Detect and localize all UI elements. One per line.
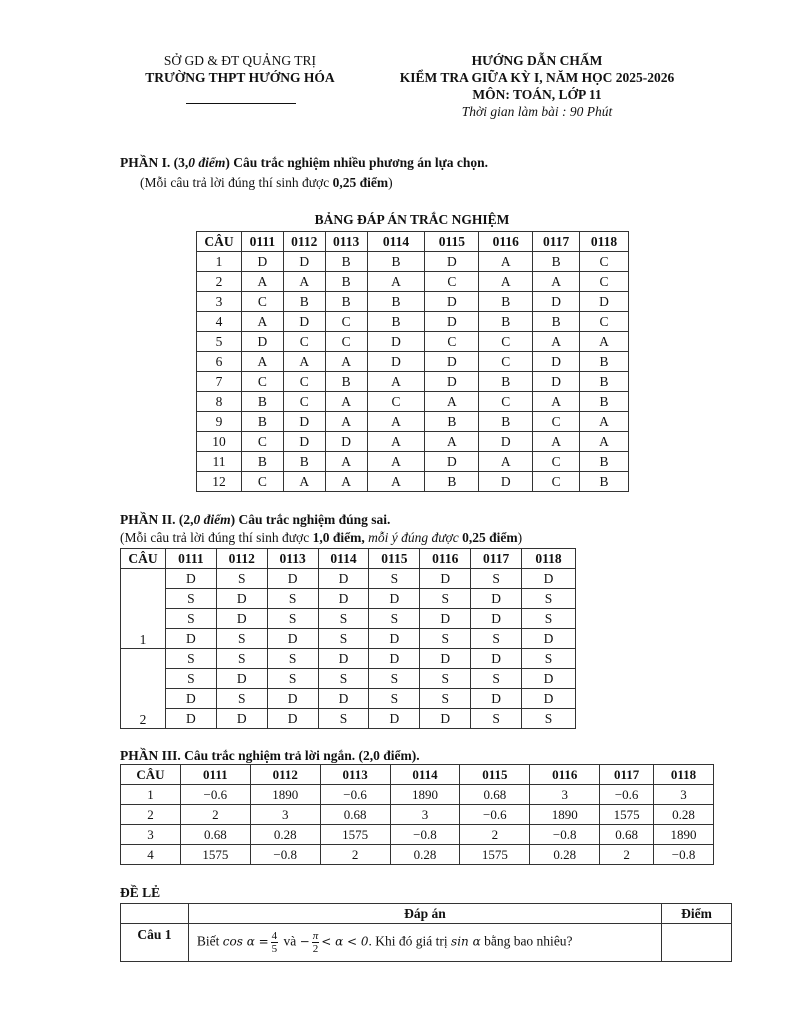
answer-cell: −0.6	[460, 805, 530, 825]
answer-cell: D	[367, 352, 425, 372]
answer-cell: S	[267, 649, 318, 669]
answer-cell: 1890	[390, 785, 460, 805]
answer-cell: D	[479, 432, 533, 452]
answer-cell: D	[522, 569, 576, 589]
table-row	[121, 669, 576, 689]
question-number: 6	[197, 352, 242, 372]
answer-cell: A	[367, 472, 425, 492]
answer-cell: 0.28	[530, 845, 600, 865]
answer-cell: D	[369, 709, 420, 729]
part2-col-header: CÂU	[121, 549, 166, 569]
answer-cell: A	[367, 432, 425, 452]
table-row	[197, 332, 629, 352]
answer-cell: D	[241, 252, 283, 272]
answer-cell: S	[216, 629, 267, 649]
part2-col-header: 0113	[267, 549, 318, 569]
question-number: 5	[197, 332, 242, 352]
answer-cell: 1575	[460, 845, 530, 865]
fraction-4-5: $\frac{4}{5}$	[271, 930, 278, 955]
part3-col-header: 0113	[320, 765, 390, 785]
table-row	[121, 709, 576, 729]
answer-cell: B	[367, 292, 425, 312]
part1-col-header: 0115	[425, 232, 479, 252]
question-number: 2	[121, 649, 166, 729]
answer-cell: S	[318, 709, 369, 729]
part2-note: (Mỗi câu trả lời đúng thí sinh được 1,0 điểm, mỗi ý đúng được 0,25 điểm)	[120, 530, 523, 545]
answer-cell: B	[533, 252, 580, 272]
part3-col-header: 0114	[390, 765, 460, 785]
table-row	[121, 689, 576, 709]
table-row	[197, 272, 629, 292]
question-number: 12	[197, 472, 242, 492]
answer-cell: D	[425, 252, 479, 272]
answer-cell: B	[325, 372, 367, 392]
answer-cell: D	[420, 609, 471, 629]
answer-cell: D	[241, 332, 283, 352]
question-number: 1	[121, 785, 181, 805]
table-row	[121, 609, 576, 629]
answer-cell: S	[420, 689, 471, 709]
answer-cell: C	[580, 312, 629, 332]
part1-col-header: CÂU	[197, 232, 242, 252]
answer-cell: A	[325, 352, 367, 372]
answer-cell: C	[283, 392, 325, 412]
answer-cell: D	[165, 569, 216, 589]
table-row	[121, 649, 576, 669]
table-row	[197, 312, 629, 332]
table-row	[197, 352, 629, 372]
answer-cell: S	[318, 609, 369, 629]
question-number: 11	[197, 452, 242, 472]
answer-cell: D	[216, 589, 267, 609]
department-name: SỞ GD & ĐT QUẢNG TRỊ	[163, 53, 317, 68]
answer-cell: −0.8	[654, 845, 714, 865]
answer-cell: D	[165, 709, 216, 729]
answer-cell: S	[165, 649, 216, 669]
part2-heading: PHẦN II. (2,0 điểm) Câu trắc nghiệm đúng sai.	[120, 512, 391, 527]
school-name: TRƯỜNG THPT HƯỚNG HÓA	[145, 70, 335, 85]
answer-cell: S	[267, 669, 318, 689]
answer-cell: D	[267, 709, 318, 729]
answer-cell: C	[367, 392, 425, 412]
table-row	[197, 392, 629, 412]
answer-cell: S	[165, 669, 216, 689]
question-number: 10	[197, 432, 242, 452]
answer-cell: A	[283, 352, 325, 372]
answer-cell: A	[479, 272, 533, 292]
answer-cell: 1890	[530, 805, 600, 825]
answer-cell: D	[267, 569, 318, 589]
question-1-score	[662, 924, 732, 962]
answer-cell: D	[318, 649, 369, 669]
exam-header	[372, 52, 702, 120]
answer-cell: S	[522, 609, 576, 629]
answer-cell: 3	[654, 785, 714, 805]
subject-title: MÔN: TOÁN, LỚP 11	[472, 87, 602, 102]
answer-cell: B	[241, 452, 283, 472]
answer-cell: B	[580, 392, 629, 412]
answer-cell: D	[165, 689, 216, 709]
answer-cell: −0.6	[600, 785, 654, 805]
part3-col-header: 0117	[600, 765, 654, 785]
part1-col-header: 0117	[533, 232, 580, 252]
part3-col-header: 0118	[654, 765, 714, 785]
answer-cell: D	[425, 452, 479, 472]
answer-cell: A	[533, 332, 580, 352]
part3-col-header: CÂU	[121, 765, 181, 785]
answer-cell: A	[325, 452, 367, 472]
answer-cell: D	[318, 689, 369, 709]
question-number: 8	[197, 392, 242, 412]
answer-cell: D	[216, 609, 267, 629]
answer-cell: C	[533, 412, 580, 432]
answer-cell: D	[533, 292, 580, 312]
answer-cell: C	[241, 432, 283, 452]
answer-cell: A	[580, 412, 629, 432]
answer-cell: D	[165, 629, 216, 649]
table-row	[197, 252, 629, 272]
part1-heading: PHẦN I. (3,0 điểm) Câu trắc nghiệm nhiều phương án lựa chọn.	[120, 155, 488, 170]
table-row	[197, 472, 629, 492]
table-row	[121, 805, 714, 825]
answer-cell: C	[580, 272, 629, 292]
answer-cell: A	[425, 432, 479, 452]
answer-cell: C	[533, 472, 580, 492]
part2-col-header: 0112	[216, 549, 267, 569]
answer-cell: 0.28	[250, 825, 320, 845]
answer-cell: B	[283, 292, 325, 312]
answer-cell: B	[425, 412, 479, 432]
answer-cell: C	[241, 472, 283, 492]
answer-cell: −0.8	[530, 825, 600, 845]
answer-cell: S	[216, 649, 267, 669]
answer-cell: B	[325, 292, 367, 312]
answer-cell: 0.28	[654, 805, 714, 825]
answer-cell: D	[283, 432, 325, 452]
answer-cell: A	[580, 432, 629, 452]
answer-cell: −0.8	[390, 825, 460, 845]
answer-cell: −0.6	[320, 785, 390, 805]
header-divider	[186, 103, 296, 104]
answer-cell: 2	[180, 805, 250, 825]
answer-cell: A	[367, 412, 425, 432]
answer-cell: D	[471, 649, 522, 669]
answer-cell: A	[479, 252, 533, 272]
question-1-label: Câu 1	[121, 924, 189, 962]
answer-cell: S	[369, 569, 420, 589]
doc-title: HƯỚNG DẪN CHẤM	[471, 53, 603, 68]
part2-answer-table	[120, 548, 576, 729]
answer-cell: D	[369, 589, 420, 609]
answer-cell: 0.68	[180, 825, 250, 845]
answer-cell: S	[318, 669, 369, 689]
answer-cell: D	[580, 292, 629, 312]
answer-cell: C	[425, 332, 479, 352]
part2-col-header: 0111	[165, 549, 216, 569]
answer-cell: 3	[530, 785, 600, 805]
answer-cell: D	[325, 432, 367, 452]
table-row	[121, 845, 714, 865]
answer-cell: S	[522, 709, 576, 729]
answer-cell: A	[533, 432, 580, 452]
part2-col-header: 0118	[522, 549, 576, 569]
answer-cell: 2	[320, 845, 390, 865]
answer-cell: B	[367, 312, 425, 332]
answer-cell: S	[420, 629, 471, 649]
part3-col-header: 0116	[530, 765, 600, 785]
part1-answer-table	[196, 231, 629, 492]
table-row	[197, 292, 629, 312]
question-number: 4	[121, 845, 181, 865]
answer-cell: 1575	[180, 845, 250, 865]
part1-col-header: 0116	[479, 232, 533, 252]
answer-cell: D	[522, 689, 576, 709]
answer-cell: −0.6	[180, 785, 250, 805]
answer-cell: B	[241, 412, 283, 432]
question-number: 1	[197, 252, 242, 272]
answer-cell: D	[533, 372, 580, 392]
answer-cell: S	[267, 609, 318, 629]
answer-cell: D	[479, 472, 533, 492]
answer-cell: D	[420, 709, 471, 729]
answer-cell: A	[241, 272, 283, 292]
answer-cell: A	[367, 372, 425, 392]
part2-col-header: 0115	[369, 549, 420, 569]
answer-cell: C	[241, 292, 283, 312]
answer-cell: C	[325, 332, 367, 352]
answer-cell: D	[216, 669, 267, 689]
answer-cell: A	[425, 392, 479, 412]
answer-cell: D	[283, 252, 325, 272]
answer-cell: B	[533, 312, 580, 332]
answer-cell: B	[580, 452, 629, 472]
answer-cell: S	[522, 589, 576, 609]
answer-cell: B	[425, 472, 479, 492]
table-row	[121, 589, 576, 609]
answer-cell: D	[369, 649, 420, 669]
answer-cell: D	[522, 629, 576, 649]
answer-cell: C	[325, 312, 367, 332]
answer-cell: B	[479, 372, 533, 392]
answer-cell: 1890	[654, 825, 714, 845]
school-header	[120, 52, 360, 86]
odd-version-title: ĐỀ LẺ	[120, 885, 161, 900]
part1-col-header: 0114	[367, 232, 425, 252]
question-number: 3	[121, 825, 181, 845]
answer-cell: A	[580, 332, 629, 352]
part3-col-header: 0111	[180, 765, 250, 785]
answer-cell: B	[479, 292, 533, 312]
answer-cell: S	[471, 709, 522, 729]
col-answer-header: Đáp án	[188, 904, 661, 924]
answer-cell: A	[367, 452, 425, 472]
answer-cell: A	[241, 352, 283, 372]
table-row	[121, 785, 714, 805]
question-number: 2	[197, 272, 242, 292]
answer-cell: D	[283, 312, 325, 332]
exam-duration: Thời gian làm bài : 90 Phút	[461, 104, 613, 119]
answer-cell: D	[533, 352, 580, 372]
answer-cell: C	[479, 392, 533, 412]
col-score-header: Điểm	[662, 904, 732, 924]
answer-cell: D	[267, 629, 318, 649]
answer-cell: 0.68	[460, 785, 530, 805]
answer-cell: A	[325, 472, 367, 492]
answer-cell: 2	[600, 845, 654, 865]
table-row	[121, 569, 576, 589]
part1-col-header: 0118	[580, 232, 629, 252]
answer-cell: B	[325, 252, 367, 272]
part2-col-header: 0116	[420, 549, 471, 569]
answer-cell: S	[165, 589, 216, 609]
answer-cell: A	[241, 312, 283, 332]
answer-cell: D	[420, 569, 471, 589]
answer-cell: C	[479, 332, 533, 352]
answer-cell: D	[425, 292, 479, 312]
table-row	[197, 452, 629, 472]
table-row	[197, 372, 629, 392]
part2-col-header: 0114	[318, 549, 369, 569]
answer-cell: D	[216, 709, 267, 729]
answer-cell: D	[318, 569, 369, 589]
answer-cell: C	[241, 372, 283, 392]
answer-cell: D	[471, 589, 522, 609]
answer-cell: 2	[460, 825, 530, 845]
answer-cell: A	[283, 272, 325, 292]
answer-cell: D	[471, 689, 522, 709]
answer-cell: 1575	[600, 805, 654, 825]
part3-answer-table	[120, 764, 714, 865]
answer-cell: 1575	[320, 825, 390, 845]
answer-cell: B	[580, 472, 629, 492]
answer-cell: 1890	[250, 785, 320, 805]
answer-cell: A	[367, 272, 425, 292]
answer-cell: S	[267, 589, 318, 609]
part2-col-header: 0117	[471, 549, 522, 569]
answer-cell: S	[216, 689, 267, 709]
part3-heading: PHẦN III. Câu trắc nghiệm trả lời ngắn. (2,0 điểm).	[120, 748, 420, 763]
part1-table-title: BẢNG ĐÁP ÁN TRẮC NGHIỆM	[314, 212, 510, 227]
answer-cell: D	[471, 609, 522, 629]
solution-table	[120, 903, 732, 962]
answer-cell: D	[369, 629, 420, 649]
answer-cell: D	[283, 412, 325, 432]
answer-cell: 0.68	[600, 825, 654, 845]
answer-cell: S	[216, 569, 267, 589]
question-number: 1	[121, 569, 166, 649]
answer-cell: A	[533, 272, 580, 292]
answer-cell: D	[425, 372, 479, 392]
question-number: 7	[197, 372, 242, 392]
answer-cell: B	[580, 372, 629, 392]
part1-col-header: 0111	[241, 232, 283, 252]
question-number: 4	[197, 312, 242, 332]
answer-cell: C	[425, 272, 479, 292]
part1-note: (Mỗi câu trả lời đúng thí sinh được 0,25 điểm)	[140, 175, 393, 190]
answer-cell: S	[318, 629, 369, 649]
table-row	[121, 825, 714, 845]
part1-col-header: 0112	[283, 232, 325, 252]
answer-cell: B	[580, 352, 629, 372]
answer-cell: D	[425, 352, 479, 372]
answer-cell: S	[165, 609, 216, 629]
answer-cell: B	[325, 272, 367, 292]
answer-cell: 0.68	[320, 805, 390, 825]
answer-cell: −0.8	[250, 845, 320, 865]
answer-cell: S	[369, 609, 420, 629]
answer-cell: 3	[390, 805, 460, 825]
table-row	[121, 629, 576, 649]
answer-cell: S	[369, 669, 420, 689]
part3-col-header: 0115	[460, 765, 530, 785]
answer-cell: A	[283, 472, 325, 492]
question-number: 9	[197, 412, 242, 432]
answer-cell: 3	[250, 805, 320, 825]
answer-cell: A	[325, 392, 367, 412]
answer-cell: D	[318, 589, 369, 609]
col-blank	[121, 904, 189, 924]
question-1-text: Biết cos α = $\frac{4}{5}$ và − $\frac{\pi}{2}$ < α < 0. Khi đó giá trị sin α bằng bao nhiêu?	[188, 924, 661, 962]
answer-cell: D	[522, 669, 576, 689]
exam-title: KIỂM TRA GIỮA KỲ I, NĂM HỌC 2025-2026	[399, 70, 675, 85]
answer-cell: B	[367, 252, 425, 272]
fraction-pi-2: $\frac{\pi}{2}$	[312, 930, 319, 955]
answer-cell: D	[367, 332, 425, 352]
answer-cell: B	[479, 412, 533, 432]
table-row	[197, 412, 629, 432]
answer-cell: D	[420, 649, 471, 669]
answer-cell: D	[267, 689, 318, 709]
answer-cell: S	[471, 629, 522, 649]
answer-cell: C	[283, 332, 325, 352]
answer-cell: C	[533, 452, 580, 472]
answer-cell: B	[241, 392, 283, 412]
answer-cell: C	[283, 372, 325, 392]
answer-cell: C	[479, 352, 533, 372]
table-row	[197, 432, 629, 452]
answer-cell: A	[479, 452, 533, 472]
question-number: 3	[197, 292, 242, 312]
answer-cell: S	[471, 569, 522, 589]
part3-col-header: 0112	[250, 765, 320, 785]
answer-cell: D	[425, 312, 479, 332]
answer-cell: S	[522, 649, 576, 669]
question-number: 2	[121, 805, 181, 825]
answer-cell: S	[471, 669, 522, 689]
answer-cell: A	[533, 392, 580, 412]
answer-cell: C	[580, 252, 629, 272]
answer-cell: S	[369, 689, 420, 709]
answer-cell: B	[479, 312, 533, 332]
answer-cell: A	[325, 412, 367, 432]
answer-cell: B	[283, 452, 325, 472]
part1-col-header: 0113	[325, 232, 367, 252]
answer-cell: S	[420, 669, 471, 689]
answer-cell: S	[420, 589, 471, 609]
answer-cell: 0.28	[390, 845, 460, 865]
